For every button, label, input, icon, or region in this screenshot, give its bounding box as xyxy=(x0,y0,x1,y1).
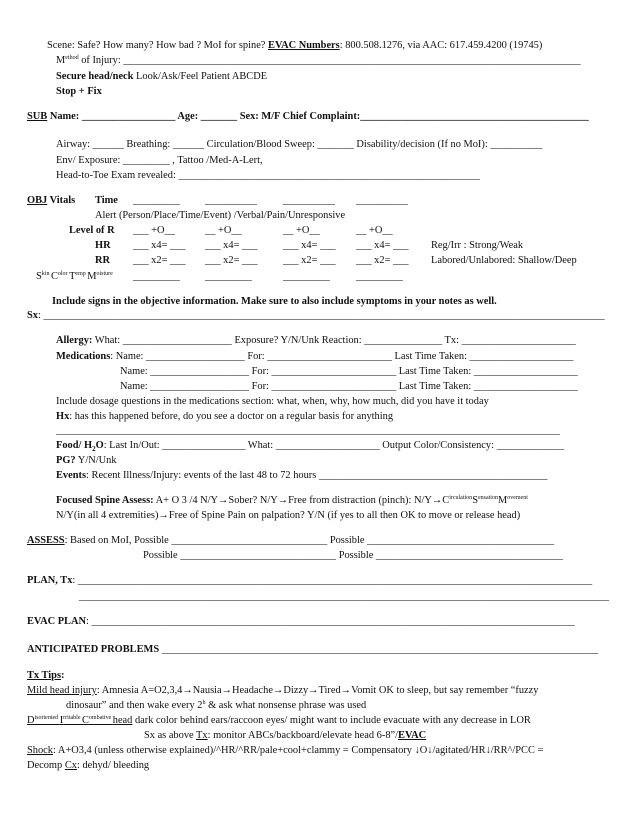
rr-label: RR xyxy=(95,255,111,266)
mild-head-line-2: dinosaur” and then wake every 2$^h$ & ask what nonsense phrase was used xyxy=(66,700,367,711)
evac-numbers-label: EVAC Numbers xyxy=(268,40,340,51)
hr-val: ___ x4= ___ xyxy=(283,240,336,251)
events-line: Events: Recent Illness/Injury: events of the last 48 to 72 hours ____________________________________________ xyxy=(56,470,548,481)
hx-line: Hx: has this happened before, do you see a doctor on a regular basis for anything xyxy=(56,411,394,422)
hx-blank: _________________________________________________________________________________________________ xyxy=(56,425,560,436)
hr-val: ___ x4= ___ xyxy=(205,240,258,251)
food-line: Food/ $H_2O$: Last In/Out: ________________ What: ____________________ Output Color/Consistency: _____________ xyxy=(56,440,565,454)
hr-val: ___ x4= ___ xyxy=(356,240,409,251)
mild-head-line: Mild head injury: Amnesia A=O2,3,4→Nausia→Headache→Dizzy→Tired→Vomit OK to sleep, but say remember “fuzzy xyxy=(27,685,539,696)
scts-label: $S^{kin}$ $C^{olor}$ $T^{emp}$ $M^{oisture}$ xyxy=(36,271,113,282)
evac-numbers: : 800.508.1276, via AAC: 617.459.4200 (19745) xyxy=(339,40,543,51)
sx-line: Sx: ____________________________________________________________________________________________________________ xyxy=(27,310,605,321)
secure-head-line: Secure head/neck Look/Ask/Feel Patient ABCDE xyxy=(56,71,268,82)
level-label: Level of R xyxy=(69,225,115,236)
obj-vitals-label: OBJ Vitals xyxy=(27,195,76,206)
dih-line: $D^{isoriented}$ $I^{rritable}$ $C^{ombative}$ head dark color behind ears/raccoon eyes/ might want to include evacuate with any decrease in LOR xyxy=(27,715,531,726)
medications-line: Medications: Name: ___________________ For: ________________________ Last Time Taken: ____________________ xyxy=(56,351,574,362)
assess-line: ASSESS: Based on MoI, Possible ______________________________ Possible ____________________________________ xyxy=(27,535,555,546)
level-val: __ +O__ xyxy=(205,225,242,236)
scene-line: Scene: Safe? How many? How bad ? MoI for spine? EVAC Numbers: 800.508.1276, via AAC: 617.459.4200 (19745) xyxy=(47,40,543,51)
anticipated-line: ANTICIPATED PROBLEMS ____________________________________________________________________________________ xyxy=(27,644,599,655)
hr-val: ___ x4= ___ xyxy=(133,240,186,251)
alert-line: Alert (Person/Place/Time/Event) /Verbal/Pain/Unresponsive xyxy=(95,210,346,221)
spine-line: Focused Spine Assess: A+ O 3 /4 N/Y→Sober? N/Y→Free from distraction (pinch): $N/Y\to C^{irculation}S^{ensation}M^{ovement}$ xyxy=(56,495,528,506)
time-blank: _________ xyxy=(133,195,180,206)
hr-note: Reg/Irr : Strong/Weak xyxy=(431,240,524,251)
stop-fix: Stop + Fix xyxy=(56,86,102,97)
scts-blank: _________ xyxy=(205,271,252,282)
time-blank: __________ xyxy=(356,195,408,206)
time-label: Time xyxy=(95,195,118,206)
shock-line: Shock: A+O3,4 (unless otherwise explained)/^HR/^RR/pale+cool+clammy = Compensatory ↓O↓/agitated/HR↓/RR^/PCC = xyxy=(27,745,544,756)
medications-row: Name: ___________________ For: ________________________ Last Time Taken: ____________________ xyxy=(120,366,578,377)
time-blank: __________ xyxy=(283,195,335,206)
hr-label: HR xyxy=(95,240,111,251)
rr-val: ___ x2= ___ xyxy=(283,255,336,266)
rr-note: Labored/Unlabored: Shallow/Deep xyxy=(431,255,577,266)
spine-line-2: N/Y(in all 4 extremities)→Free of Spine Pain on palpation? Y/N (if yes to all then OK to move or release head) xyxy=(56,510,521,521)
allergy-line: Allergy: What: _____________________ Exposure? Y/N/Unk Reaction: _______________ Tx: ______________________ xyxy=(56,335,576,346)
method-of-injury-line: $M^{ethod}$ of Injury: ________________________________________________________________________________________ xyxy=(56,55,581,66)
plan-line: PLAN, Tx: ___________________________________________________________________________________________________ xyxy=(27,575,593,586)
scts-blank: _________ xyxy=(356,271,403,282)
decomp-line: Decomp Cx: dehyd/ bleeding xyxy=(27,760,150,771)
plan-line-2: ______________________________________________________________________________________________________ xyxy=(79,591,609,602)
evac-plan-line: EVAC PLAN: _____________________________________________________________________________________________ xyxy=(27,616,575,627)
rr-val: ___ x2= ___ xyxy=(205,255,258,266)
rr-val: ___ x2= ___ xyxy=(133,255,186,266)
scts-blank: _________ xyxy=(283,271,330,282)
sx-as-above-line: Sx as above Tx: monitor ABCs/backboard/elevate head 6-8”/EVAC xyxy=(144,730,427,741)
tx-tips-label: Tx Tips: xyxy=(27,670,65,681)
airway-line: Airway: ______ Breathing: ______ Circulation/Blood Sweep: _______ Disability/decision (If no MoI): __________ xyxy=(56,139,543,150)
level-val: __ +O__ xyxy=(356,225,393,236)
pg-line: PG? Y/N/Unk xyxy=(56,455,117,466)
assess-line-2: Possible ______________________________ Possible ____________________________________ xyxy=(143,550,563,561)
time-blank: __________ xyxy=(205,195,257,206)
scene-label: Scene xyxy=(47,40,72,51)
rr-val: ___ x2= ___ xyxy=(356,255,409,266)
medications-row: Name: ___________________ For: ________________________ Last Time Taken: ____________________ xyxy=(120,381,578,392)
level-val: __ +O__ xyxy=(283,225,320,236)
include-note: Include signs in the objective information. Make sure to also include symptoms in your notes as well. xyxy=(52,296,497,307)
head-toe-line: Head-to-Toe Exam revealed: __________________________________________________________ xyxy=(56,170,480,181)
scts-blank: _________ xyxy=(133,271,180,282)
env-line: Env/ Exposure: _________ , Tattoo /Med-A-Lert, xyxy=(56,155,263,166)
level-val: ___ +O__ xyxy=(133,225,175,236)
dosage-note: Include dosage questions in the medications section: what, when, why, how much, did you have it today xyxy=(56,396,489,407)
sub-line: SUB Name: __________________ Age: _______ Sex: M/F Chief Complaint:____________________________________________ xyxy=(27,111,589,122)
